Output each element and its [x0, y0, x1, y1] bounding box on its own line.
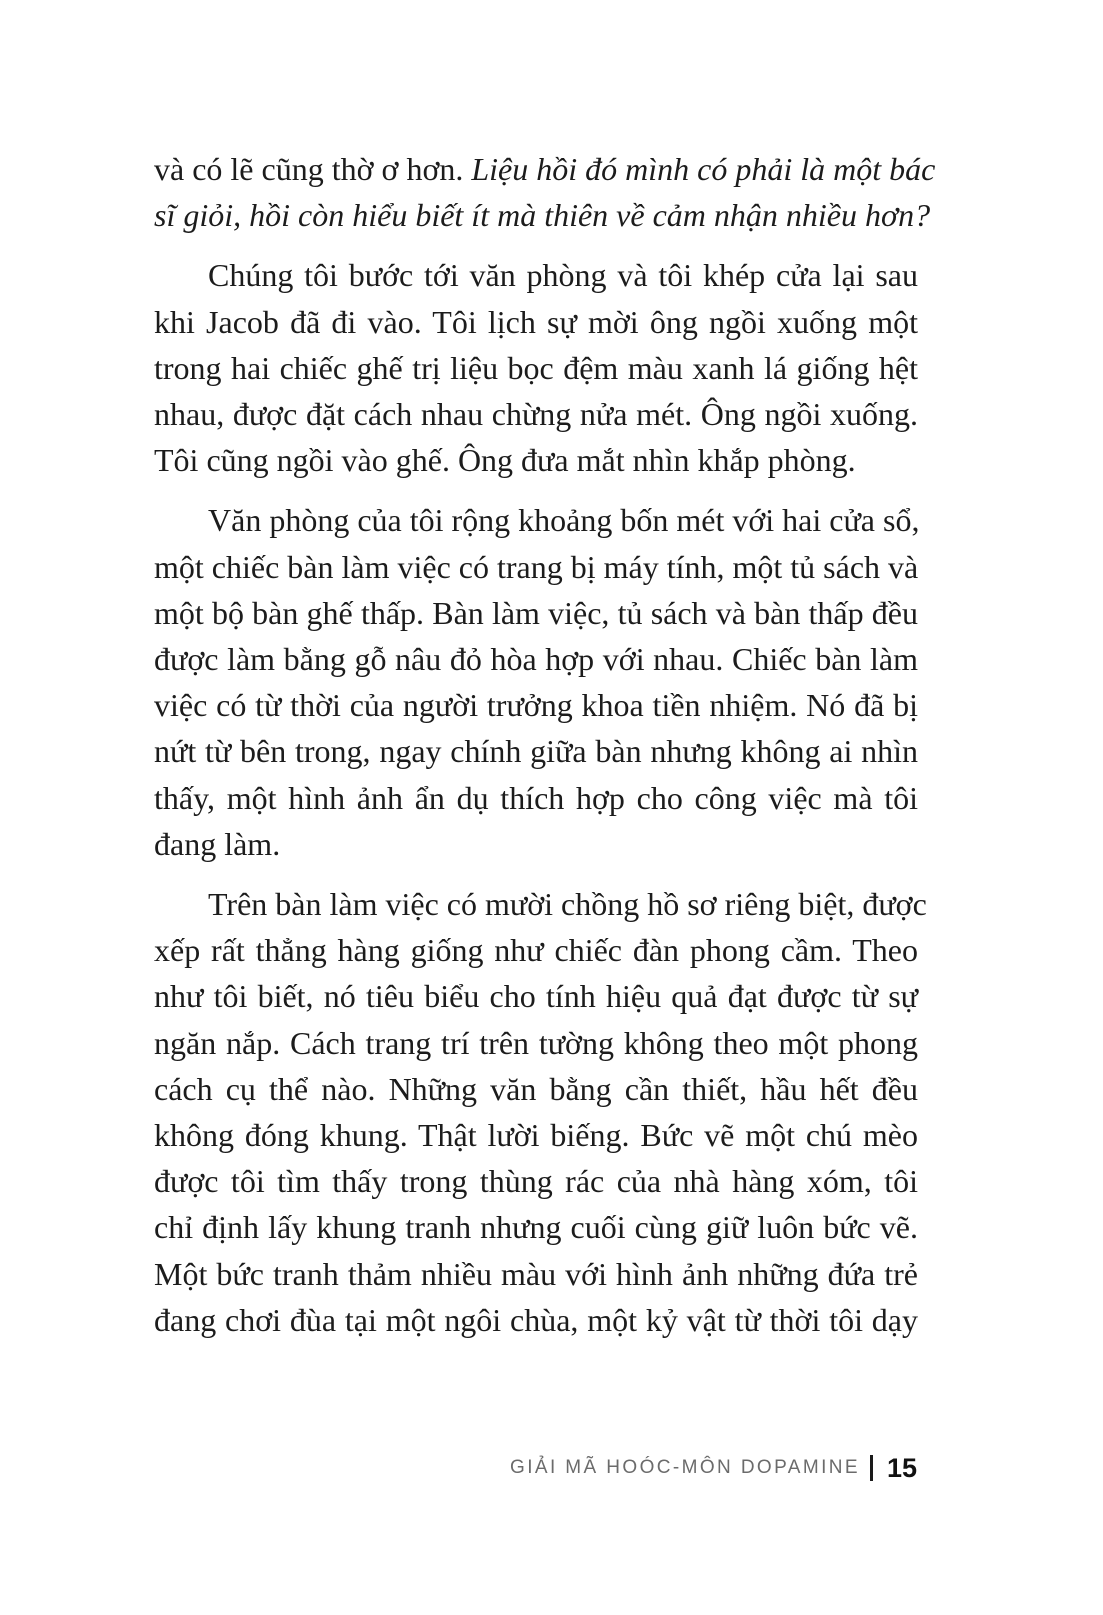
text-line [154, 192, 931, 238]
text-segment: không đóng khung. Thật lười biếng. Bức vẽ một chú mèo [154, 1117, 918, 1154]
footer-separator [870, 1455, 873, 1481]
paragraph [154, 146, 936, 238]
page-footer [510, 1448, 917, 1488]
text-line [154, 1204, 918, 1250]
text-segment: đang làm. [154, 825, 281, 862]
text-line [154, 590, 918, 636]
text-segment: chỉ định lấy khung tranh nhưng cuối cùng giữ luôn bức vẽ. [154, 1209, 918, 1246]
text-line [154, 728, 918, 774]
text-segment: được làm bằng gỗ nâu đỏ hòa hợp với nhau. Chiếc bàn làm [154, 641, 918, 678]
text-line [154, 1158, 918, 1204]
text-line [154, 1020, 918, 1066]
text-line [154, 1297, 918, 1343]
text-segment: cách cụ thể nào. Những văn bằng cần thiết, hầu hết đều [154, 1070, 918, 1107]
italic-text: sĩ giỏi, hồi còn hiểu biết ít mà thiên về cảm nhận nhiều hơn? [154, 197, 931, 234]
text-segment: nhau, được đặt cách nhau chừng nửa mét. Ông ngồi xuống. [154, 396, 918, 433]
text-segment: thấy, một hình ảnh ẩn dụ thích hợp cho công việc mà tôi [154, 779, 918, 816]
text-segment: Tôi cũng ngồi vào ghế. Ông đưa mắt nhìn khắp phòng. [154, 442, 856, 479]
text-segment: việc có từ thời của người trưởng khoa tiền nhiệm. Nó đã bị [154, 687, 918, 724]
running-title: GIẢI MÃ HOÓC-MÔN DOPAMINE [510, 1457, 860, 1478]
paragraph [154, 881, 927, 1343]
text-segment: đang chơi đùa tại một ngôi chùa, một kỷ vật từ thời tôi dạy [154, 1301, 918, 1338]
text-segment: nứt từ bên trong, ngay chính giữa bàn nhưng không ai nhìn [154, 733, 918, 770]
text-line [154, 391, 918, 437]
text-line [154, 682, 918, 728]
text-line [154, 1066, 918, 1112]
text-line [154, 497, 918, 543]
text-line [154, 437, 918, 483]
text-line [154, 881, 927, 927]
text-segment: được tôi tìm thấy trong thùng rác của nhà hàng xóm, tôi [154, 1163, 918, 1200]
text-line [154, 973, 918, 1019]
text-line [154, 1112, 918, 1158]
paragraph [154, 252, 918, 483]
text-line [154, 544, 918, 590]
body-text [154, 146, 936, 1357]
text-segment: và có lẽ cũng thờ ơ hơn. [154, 151, 472, 187]
text-line [154, 775, 918, 821]
text-segment: như tôi biết, nó tiêu biểu cho tính hiệu quả đạt được từ sự [154, 978, 918, 1015]
text-segment: Một bức tranh thảm nhiều màu với hình ảnh những đứa trẻ [154, 1255, 918, 1292]
text-line [154, 345, 918, 391]
text-segment: Văn phòng của tôi rộng khoảng bốn mét với hai cửa sổ, [208, 502, 920, 539]
text-segment: Trên bàn làm việc có mười chồng hồ sơ riêng biệt, được [208, 886, 927, 923]
text-line [154, 146, 936, 192]
italic-text: Liệu hồi đó mình có phải là một bác [471, 151, 936, 187]
text-line [154, 252, 918, 298]
text-segment: trong hai chiếc ghế trị liệu bọc đệm màu xanh lá giống hệt [154, 349, 918, 386]
page-number: 15 [886, 1452, 917, 1483]
text-segment: xếp rất thẳng hàng giống như chiếc đàn phong cầm. Theo [154, 932, 918, 969]
text-segment: Chúng tôi bước tới văn phòng và tôi khép cửa lại sau [208, 257, 918, 294]
text-line [154, 1251, 918, 1297]
text-segment: một bộ bàn ghế thấp. Bàn làm việc, tủ sách và bàn thấp đều [154, 594, 918, 631]
text-line [154, 821, 918, 867]
text-line [154, 636, 918, 682]
text-segment: khi Jacob đã đi vào. Tôi lịch sự mời ông ngồi xuống một [154, 303, 918, 340]
text-line [154, 299, 918, 345]
text-segment: ngăn nắp. Cách trang trí trên tường không theo một phong [154, 1024, 918, 1061]
text-line [154, 927, 918, 973]
text-segment: một chiếc bàn làm việc có trang bị máy tính, một tủ sách và [154, 548, 919, 585]
paragraph [154, 497, 918, 867]
